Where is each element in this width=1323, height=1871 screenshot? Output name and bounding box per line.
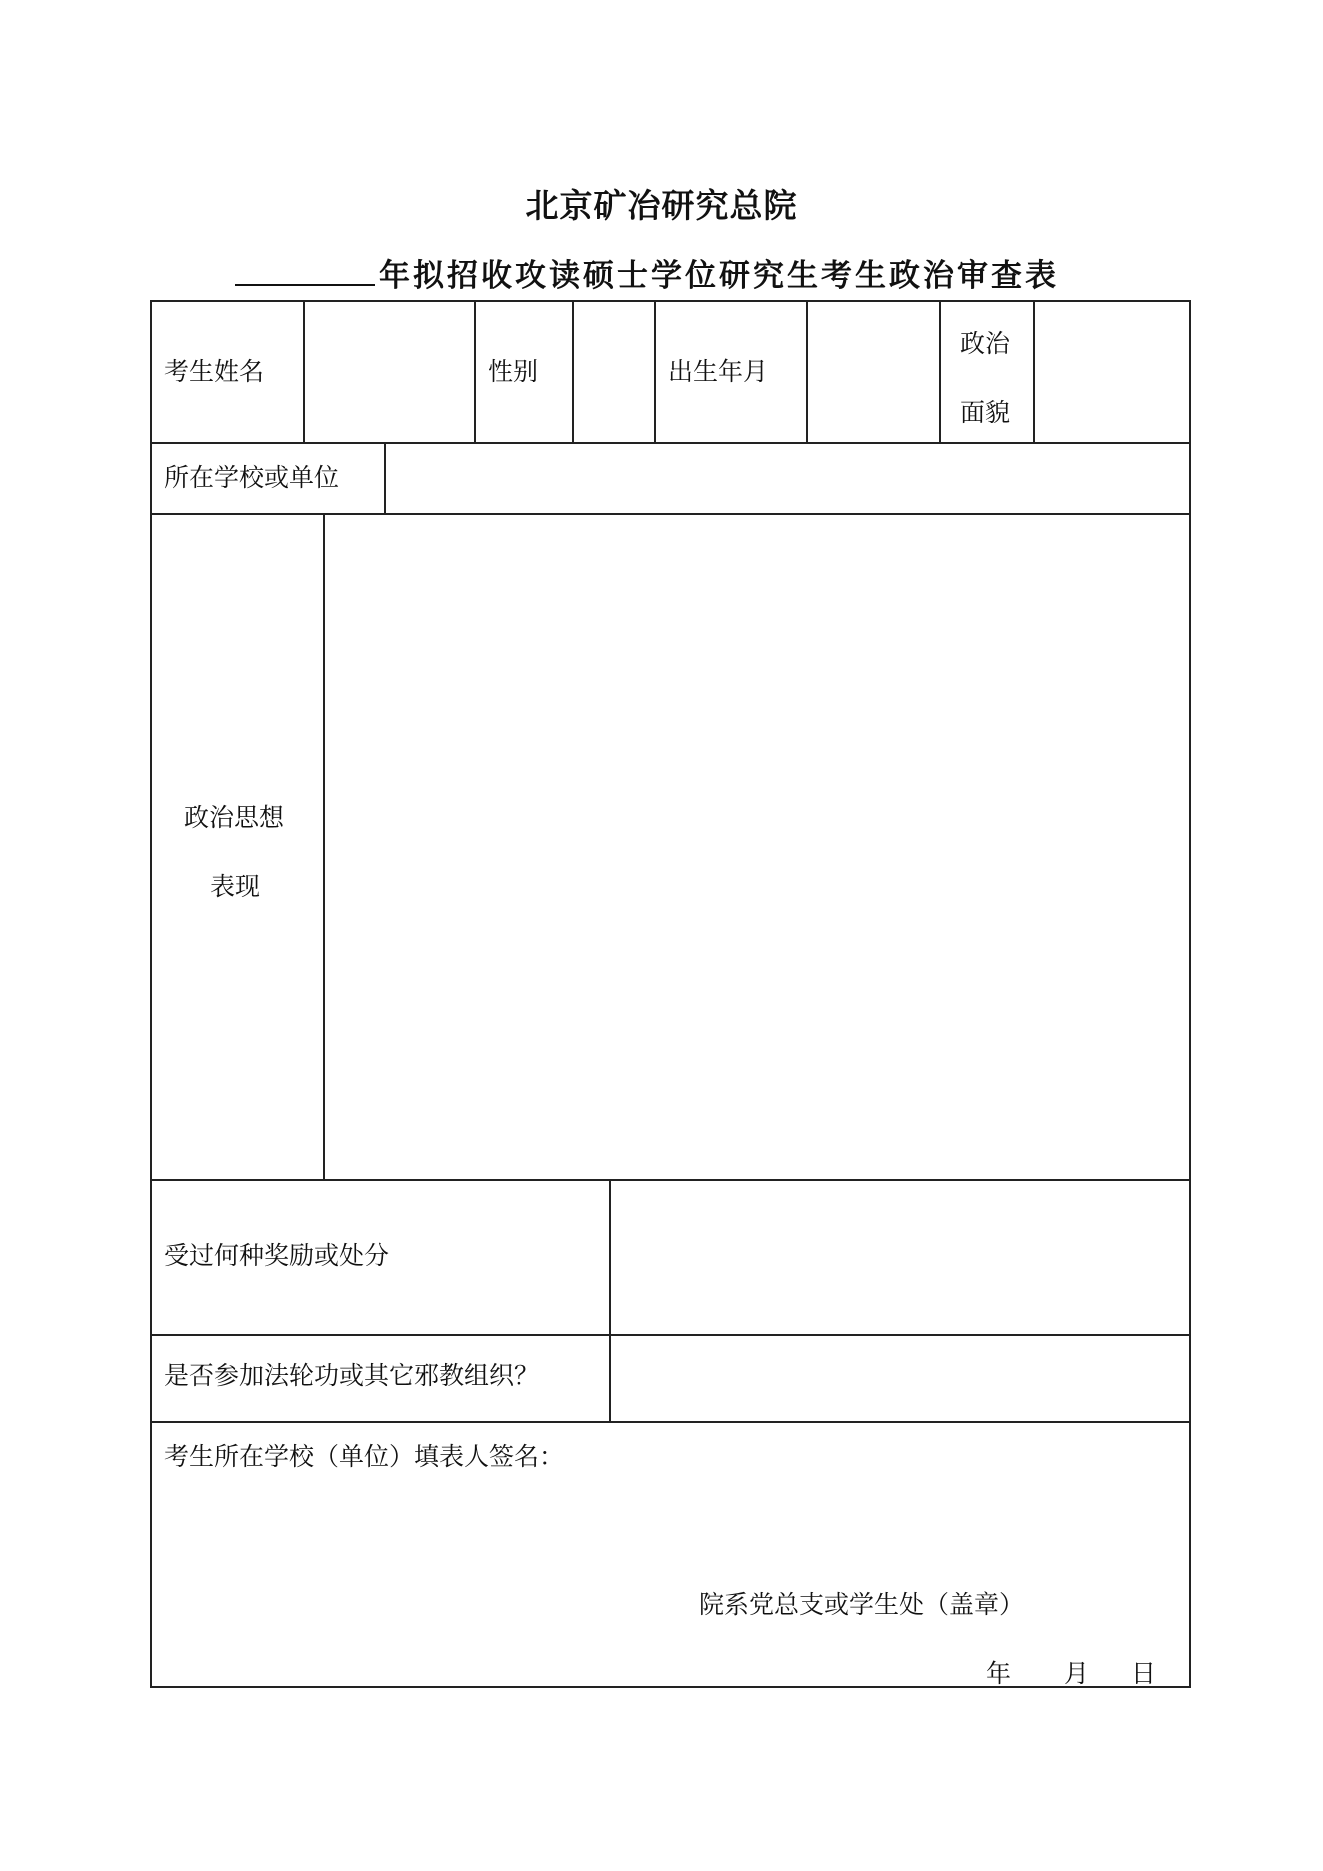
gender-field[interactable] [574, 302, 654, 442]
date-month-label: 月 [1064, 1659, 1090, 1688]
political-status-label-line2: 面貌 [960, 398, 1011, 427]
rewards-penalties-field[interactable] [611, 1181, 1189, 1334]
name-field[interactable] [305, 302, 474, 442]
political-review-form [150, 300, 1191, 1688]
column-divider [939, 302, 941, 442]
date-year-label: 年 [986, 1659, 1012, 1688]
year-blank-field[interactable] [235, 260, 375, 286]
ideology-label-line2: 表现 [210, 872, 261, 901]
signature-field[interactable] [152, 1423, 1189, 1686]
political-status-label-line1: 政治 [960, 329, 1011, 358]
date-day-label: 日 [1131, 1659, 1157, 1688]
form-subtitle [235, 250, 1059, 295]
gender-label: 性别 [488, 357, 539, 386]
ideology-label-line1: 政治思想 [184, 803, 285, 832]
cult-participation-field[interactable] [611, 1336, 1189, 1421]
cult-participation-label: 是否参加法轮功或其它邪教组织？ [164, 1361, 540, 1390]
political-status-field[interactable] [1035, 302, 1189, 442]
column-divider [654, 302, 656, 442]
column-divider [474, 302, 476, 442]
name-label: 考生姓名 [164, 357, 265, 386]
school-field[interactable] [386, 444, 1189, 513]
form-subtitle-text: 年拟招收攻读硕士学位研究生考生政治审查表 [379, 258, 1059, 294]
school-label: 所在学校或单位 [164, 463, 340, 492]
rewards-penalties-label: 受过何种奖励或处分 [164, 1241, 390, 1270]
seal-label: 院系党总支或学生处（盖章） [699, 1590, 1025, 1619]
signature-label: 考生所在学校（单位）填表人签名： [164, 1442, 565, 1471]
ideology-field[interactable] [325, 515, 1189, 1179]
birth-date-field[interactable] [808, 302, 939, 442]
birth-date-label: 出生年月 [668, 357, 769, 386]
page-title: 北京矿冶研究总院 [525, 186, 798, 225]
